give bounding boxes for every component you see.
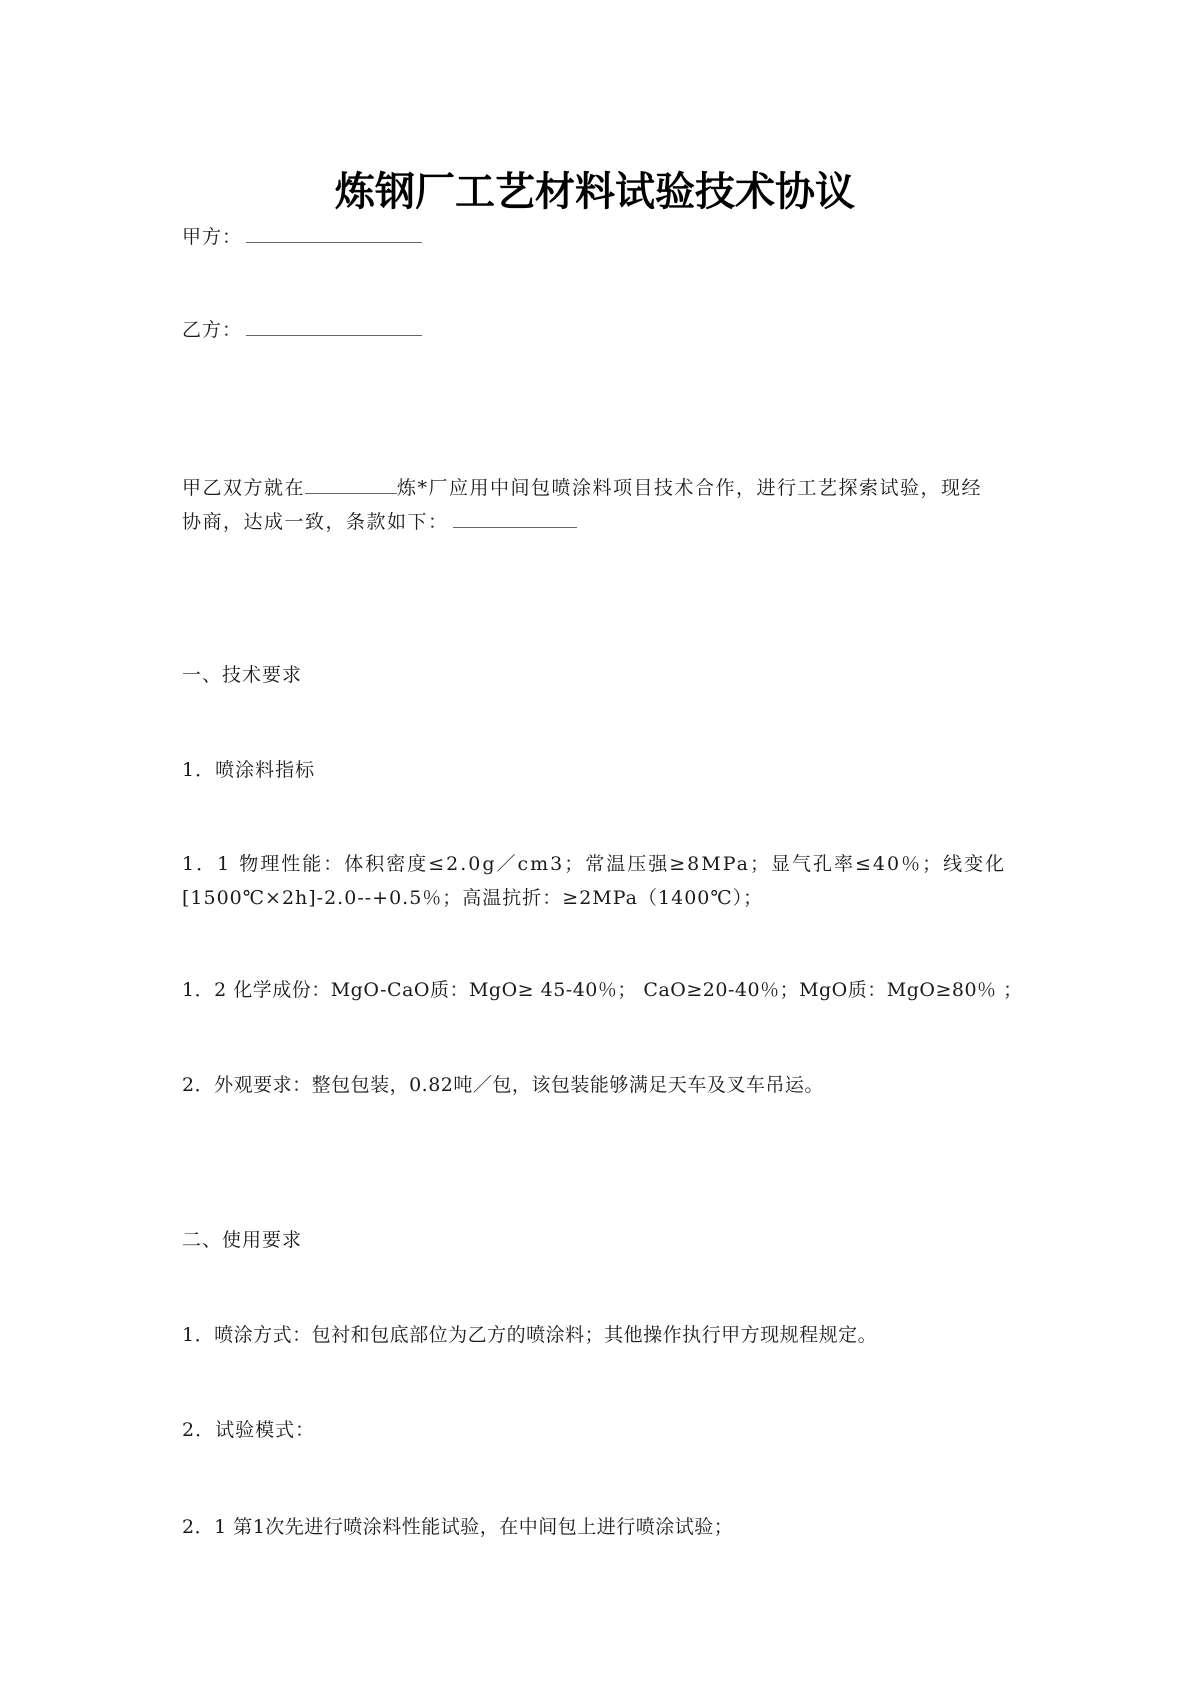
- intro-paragraph: [182, 471, 1008, 539]
- intro-part2: 炼*厂应用中间包喷涂料项目技术合作，进行工艺探索试验，现经: [397, 477, 983, 499]
- party-b-blank[interactable]: [246, 334, 422, 336]
- section1-item2: 2．外观要求：整包包装，0.82吨／包，该包装能够满足天车及叉车吊运。: [182, 1074, 824, 1096]
- section1-item1: 1．喷涂料指标: [182, 759, 316, 781]
- party-a-line: [182, 224, 422, 250]
- party-b-line: [182, 317, 422, 343]
- section2-heading: 二、使用要求: [182, 1229, 303, 1251]
- section1-heading: 一、技术要求: [182, 664, 303, 686]
- intro-terms-blank[interactable]: [453, 526, 577, 528]
- section1-item1-2: 1．2 化学成份：MgO-CaO质：MgO≥ 45-40％； CaO≥20-40％；MgO质：MgO≥80％ ；: [182, 979, 1023, 1001]
- intro-part3: 协商，达成一致，条款如下：: [182, 511, 449, 533]
- section2-item1: 1．喷涂方式：包衬和包底部位为乙方的喷涂料；其他操作执行甲方现规程规定。: [182, 1324, 878, 1346]
- section2-item2-1: 2．1 第1次先进行喷涂料性能试验，在中间包上进行喷涂试验；: [182, 1516, 734, 1538]
- document-title: 炼钢厂工艺材料试验技术协议: [335, 169, 855, 215]
- party-b-label: 乙方：: [182, 319, 243, 341]
- section1-item1-1-line1: 1．1 物理性能：体积密度≤2.0g／cm3；常温压强≥8MPa；显气孔率≤40％；线变化: [182, 853, 1007, 875]
- section2-item2: 2．试验模式：: [182, 1419, 316, 1441]
- party-a-label: 甲方：: [182, 226, 243, 248]
- intro-location-blank[interactable]: [305, 492, 397, 494]
- party-a-blank[interactable]: [246, 241, 422, 243]
- section1-item1-1-line2: [1500℃×2h]-2.0--+0.5％；高温抗折：≥2MPa（1400℃）；: [182, 887, 764, 909]
- intro-part1: 甲乙双方就在: [182, 477, 306, 499]
